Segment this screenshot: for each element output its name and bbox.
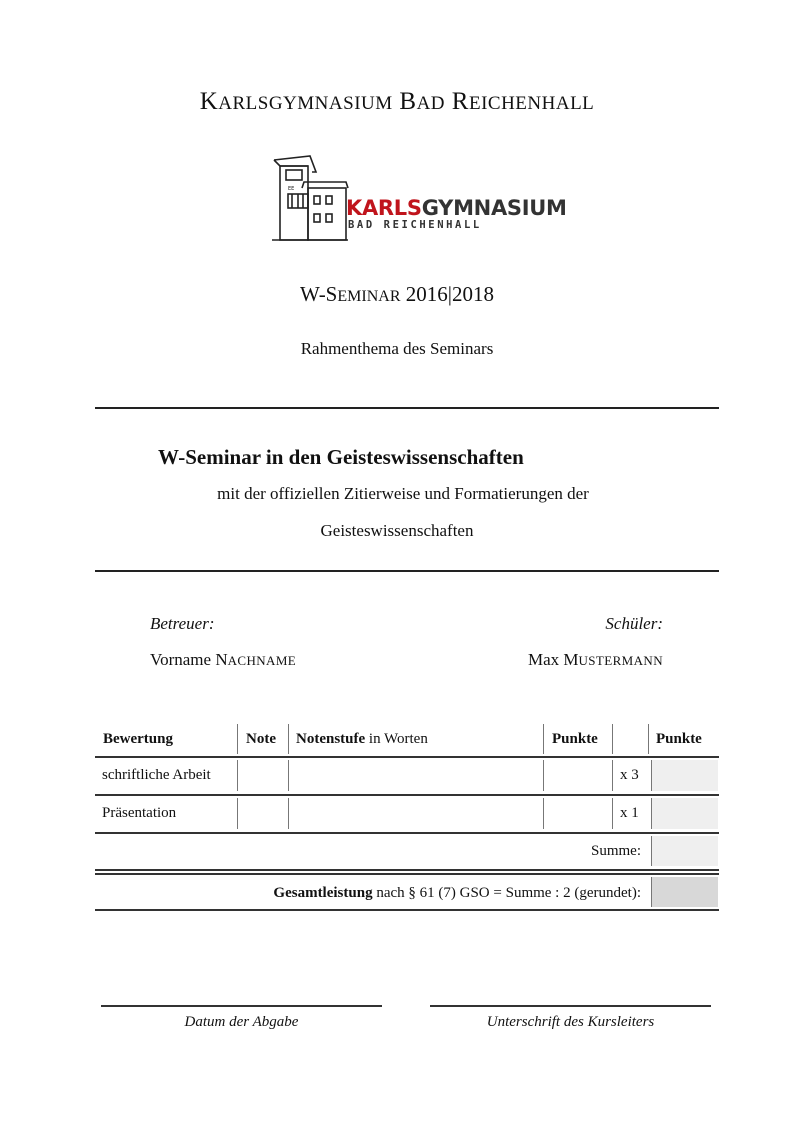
- signature-label: Unterschrift des Kursleiters: [486, 1014, 655, 1030]
- title-cap: R: [451, 88, 469, 115]
- seminar-years: 2016|2018: [405, 282, 494, 306]
- sum-row: [95, 833, 719, 869]
- total-label-bold: Gesamtleistung: [273, 884, 373, 901]
- punkte-total-field[interactable]: [652, 760, 718, 791]
- logo-wordmark-dark: GYMNASIUM: [421, 196, 567, 220]
- seminar-year: [0, 282, 794, 307]
- date-signature-line[interactable]: [101, 1005, 382, 1007]
- punkte-field[interactable]: [544, 757, 612, 794]
- row-bewertung: Präsentation: [102, 805, 177, 821]
- title-cap: K: [199, 88, 219, 115]
- student-name: [528, 650, 663, 670]
- header-notenstufe-rest: in Worten: [365, 730, 428, 747]
- school-building-icon: [270, 152, 350, 244]
- frame-topic-label: Rahmenthema des Seminars: [300, 339, 494, 358]
- date-label: Datum der Abgabe: [184, 1014, 299, 1030]
- header-note: Note: [246, 730, 276, 747]
- seminar-prefix-small: EMINAR: [337, 288, 401, 305]
- punkte-field[interactable]: [544, 795, 612, 832]
- student-last-small: USTERMANN: [578, 653, 663, 668]
- divider-bottom: [95, 570, 719, 572]
- note-field[interactable]: [238, 757, 288, 794]
- logo-subline: BAD REICHENHALL: [348, 219, 482, 231]
- seminar-prefix: W-S: [300, 282, 338, 306]
- supervisor-name: [150, 650, 296, 670]
- punkte-total-field[interactable]: [652, 798, 718, 829]
- title-small: ARLSGYMNASIUM: [218, 93, 393, 114]
- school-logo: [270, 152, 567, 244]
- title-small: AD: [416, 93, 446, 114]
- seminar-title: W-Seminar in den Geisteswissenschaften: [158, 445, 524, 469]
- sum-field[interactable]: [652, 836, 718, 866]
- factor-label: x 1: [620, 805, 639, 821]
- total-field[interactable]: [652, 877, 718, 907]
- supervisor-last-cap: N: [215, 650, 228, 669]
- seminar-subtitle-line2: Geisteswissenschaften: [320, 521, 474, 540]
- logo-wordmark-red: KARLS: [346, 196, 422, 220]
- header-punkte: Punkte: [552, 730, 598, 747]
- title-small: EICHENHALL: [468, 93, 595, 114]
- divider-top: [95, 407, 719, 409]
- supervisor-last-small: ACHNAME: [227, 653, 297, 668]
- school-title: [0, 88, 794, 116]
- table-header-row: [95, 722, 719, 756]
- table-row: [95, 795, 719, 832]
- total-row: [95, 875, 719, 911]
- row-bewertung: schriftliche Arbeit: [102, 767, 211, 783]
- header-notenstufe-bold: Notenstufe: [296, 730, 366, 747]
- header-punkte-total: Punkte: [656, 730, 702, 747]
- notenstufe-field[interactable]: [289, 795, 543, 832]
- total-label: [273, 875, 641, 911]
- title-cap: B: [399, 88, 417, 115]
- total-label-rest: nach § 61 (7) GSO = Summe : 2 (gerundet):: [372, 884, 641, 901]
- supervisor-first-name: Vorname: [150, 650, 212, 669]
- header-bewertung: Bewertung: [103, 730, 173, 747]
- student-last-cap: M: [563, 650, 579, 669]
- table-row: [95, 757, 719, 794]
- supervisor-label: Betreuer:: [150, 614, 215, 633]
- seminar-subtitle-line1: mit der offiziellen Zitierweise und Formatierungen der: [217, 484, 589, 503]
- note-field[interactable]: [238, 795, 288, 832]
- logo-wordmark: [346, 196, 567, 220]
- sum-label: Summe:: [590, 842, 641, 859]
- student-first-name: Max: [527, 650, 560, 669]
- notenstufe-field[interactable]: [289, 757, 543, 794]
- teacher-signature-line[interactable]: [430, 1005, 711, 1007]
- factor-label: x 3: [620, 767, 639, 783]
- svg-text:EE: EE: [288, 186, 295, 192]
- student-label: Schüler:: [605, 614, 663, 633]
- grading-table: [95, 722, 719, 911]
- header-notenstufe: [296, 722, 428, 756]
